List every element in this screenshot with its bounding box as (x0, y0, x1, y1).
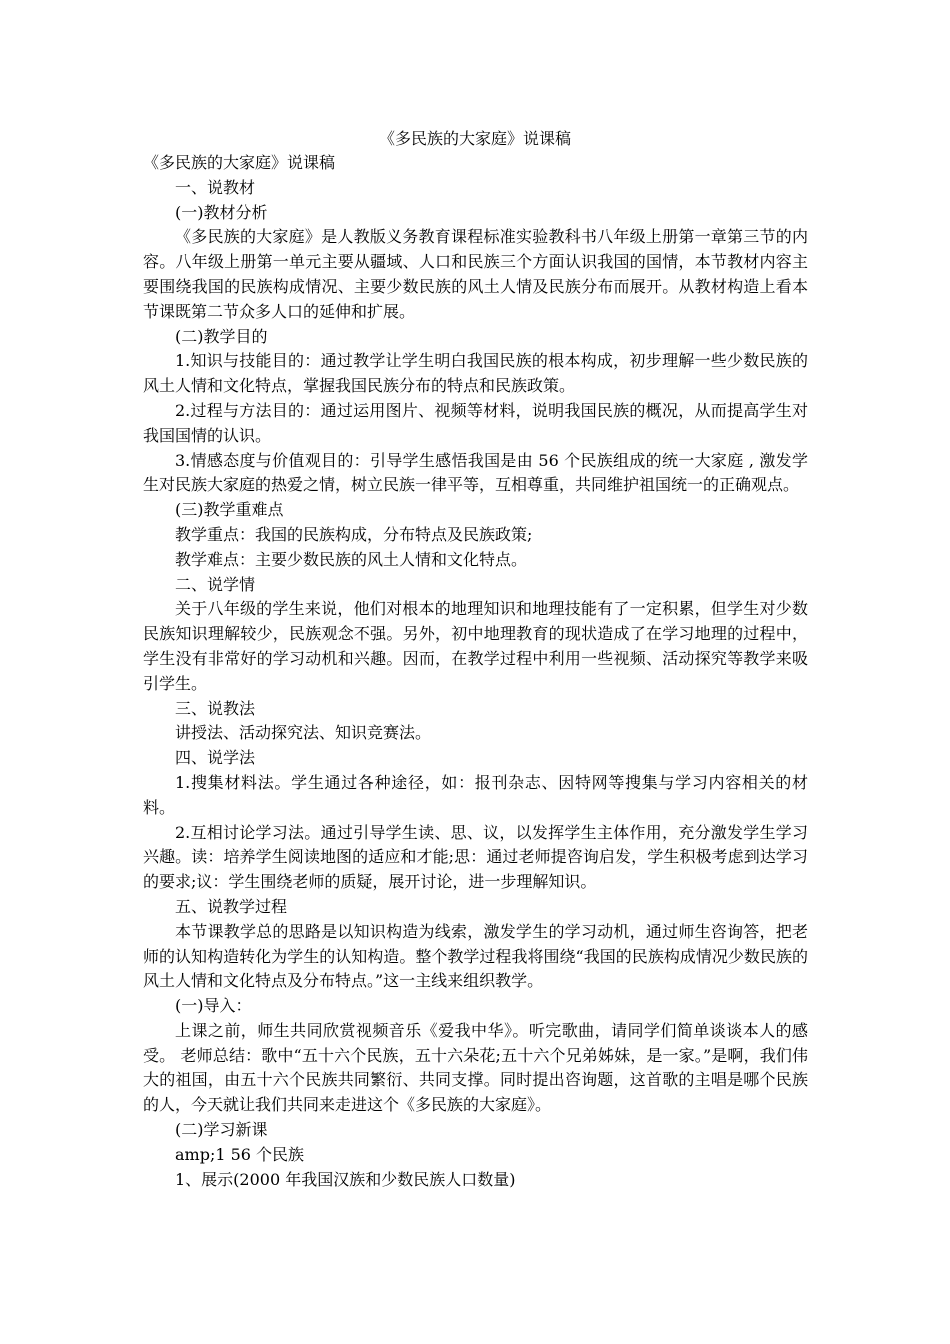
paragraph: 2.过程与方法目的：通过运用图片、视频等材料，说明我国民族的概况，从而提高学生对我国国情的认识。 (143, 400, 808, 445)
paragraph: 3.情感态度与价值观目的：引导学生感悟我国是由 56 个民族组成的统一大家庭 , 激发学生对民族大家庭的热爱之情，树立民族一律平等，互相尊重，共同维护祖国统一的正确观点。 (143, 450, 808, 495)
paragraph: 《多民族的大家庭》说课稿 (143, 153, 336, 172)
paragraph: 关于八年级的学生来说，他们对根本的地理知识和地理技能有了一定积累，但学生对少数民族知识理解较少，民族观念不强。另外，初中地理教育的现状造成了在学习地理的过程中，学生没有非常好的学习动机和兴趣。因而，在教学过程中利用一些视频、活动探究等教学来吸引学生。 (143, 599, 808, 693)
paragraph: (一)导入： (175, 996, 252, 1016)
paragraph: (三)教学重难点 (175, 500, 284, 520)
paragraph: (一)教材分析 (175, 202, 268, 222)
paragraph: (二)教学目的 (175, 326, 268, 346)
paragraph: 四、说学法 (175, 748, 256, 768)
paragraph: 上课之前，师生共同欣赏视频音乐《爱我中华》。听完歌曲，请同学们简单谈谈本人的感受。 老师总结：歌中“五十六个民族，五十六朵花;五十六个兄弟姊妹，是一家。”是啊，我们伟大的祖国，由五十六个民族共同繁衍、共同支撑。同时提出咨询题，这首歌的主唱是哪个民族的人，今天就让我们共同来走进这个《多民族的大家庭》。 (143, 1020, 808, 1115)
paragraph: (二)学习新课 (175, 1120, 268, 1140)
paragraph: 1.知识与技能目的：通过教学让学生明白我国民族的根本构成，初步理解一些少数民族的风土人情和文化特点，掌握我国民族分布的特点和民族政策。 (143, 351, 808, 396)
paragraph: 一、说教材 (175, 177, 256, 197)
paragraph: 讲授法、活动探究法、知识竞赛法。 (175, 723, 432, 743)
document-title: 《多民族的大家庭》说课稿 (378, 129, 571, 148)
document-body (143, 151, 808, 1192)
paragraph: 2.互相讨论学习法。通过引导学生读、思、议，以发挥学生主体作用，充分激发学生学习兴趣。读：培养学生阅读地图的适应和才能;思：通过老师提咨询启发，学生积极考虑到达学习的要求;议：学生围绕老师的质疑，展开讨论，进一步理解知识。 (143, 822, 808, 892)
paragraph: 二、说学情 (175, 574, 256, 594)
paragraph: 《多民族的大家庭》是人教版义务教育课程标准实验教科书八年级上册第一章第三节的内容。八年级上册第一单元主要从疆域、人口和民族三个方面认识我国的国情，本节教材内容主要围绕我国的民族构成情况、主要少数民族的风土人情及民族分布而展开。从教材构造上看本节课既第二节众多人口的延伸和扩展。 (143, 227, 808, 321)
paragraph: 1、展示(2000 年我国汉族和少数民族人口数量) (175, 1169, 516, 1189)
paragraph: amp;1 56 个民族 (175, 1144, 305, 1164)
paragraph: 1.搜集材料法。学生通过各种途径，如：报刊杂志、因特网等搜集与学习内容相关的材料。 (143, 772, 808, 817)
paragraph: 教学重点：我国的民族构成，分布特点及民族政策; (175, 524, 533, 544)
paragraph: 教学难点：主要少数民族的风土人情和文化特点。 (175, 549, 528, 569)
paragraph: 本节课教学总的思路是以知识构造为线索，激发学生的学习动机，通过师生咨询答，把老师的认知构造转化为学生的认知构造。整个教学过程我将围绕“我国的民族构成情况少数民族的风土人情和文化特点及分布特点。”这一主线来组织教学。 (143, 921, 808, 991)
paragraph: 五、说教学过程 (175, 896, 288, 916)
paragraph: 三、说教法 (175, 698, 256, 718)
